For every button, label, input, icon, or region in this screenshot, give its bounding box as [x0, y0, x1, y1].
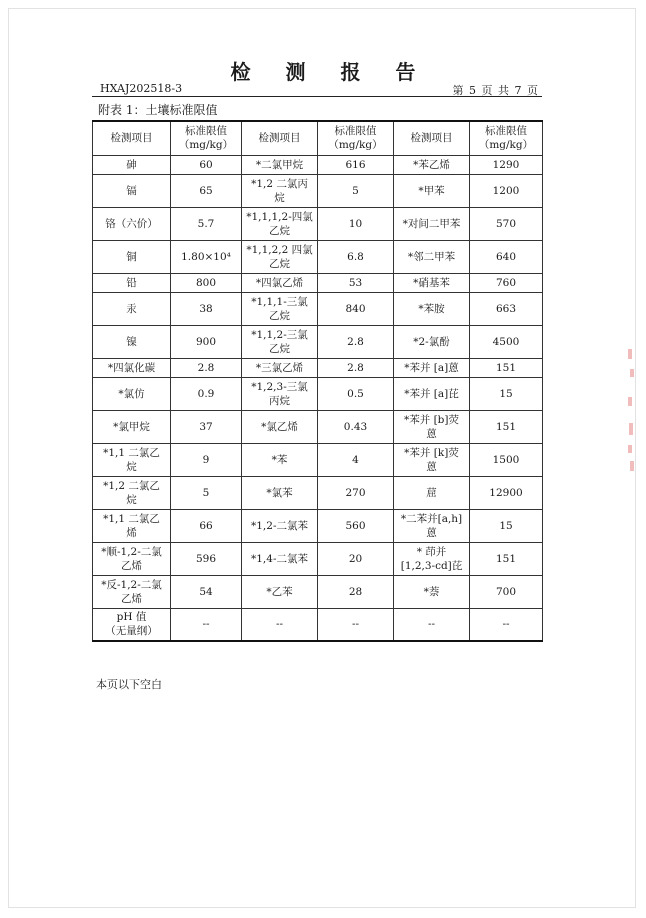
limit-value-cell: 1.80×10⁴ [171, 240, 242, 273]
test-item-cell: *苯乙烯 [394, 155, 470, 174]
table-row [93, 542, 543, 575]
limit-value-cell: 54 [171, 575, 242, 608]
test-item-cell: *1,1,2-三氯 乙烷 [242, 325, 318, 358]
test-item-cell: *对间二甲苯 [394, 207, 470, 240]
header-limit-2: 标准限值 （mg/kg） [318, 121, 394, 155]
limit-value-cell: 560 [318, 509, 394, 542]
limit-value-cell: 6.8 [318, 240, 394, 273]
table-row [93, 273, 543, 292]
test-item-cell: *苯胺 [394, 292, 470, 325]
limit-value-cell: 20 [318, 542, 394, 575]
limit-value-cell: 38 [171, 292, 242, 325]
limit-value-cell: 2.8 [318, 358, 394, 377]
limit-value-cell: 760 [470, 273, 543, 292]
test-item-cell: *氯仿 [93, 377, 171, 410]
limit-value-cell: 1200 [470, 174, 543, 207]
limit-value-cell: 151 [470, 410, 543, 443]
table-row [93, 207, 543, 240]
test-item-cell: 镉 [93, 174, 171, 207]
appendix-title: 附表 1：土壤标准限值 [98, 103, 218, 117]
test-item-cell: *邻二甲苯 [394, 240, 470, 273]
test-item-cell: *1,1 二氯乙 烷 [93, 443, 171, 476]
soil-standard-limits-table [92, 120, 543, 642]
limit-value-cell: 53 [318, 273, 394, 292]
limit-value-cell: 2.8 [171, 358, 242, 377]
table-row [93, 240, 543, 273]
limit-value-cell: 15 [470, 377, 543, 410]
test-item-cell: *苯并 [a]芘 [394, 377, 470, 410]
table-row [93, 410, 543, 443]
limit-value-cell: -- [470, 608, 543, 641]
limit-value-cell: 151 [470, 358, 543, 377]
test-item-cell: 铜 [93, 240, 171, 273]
header-limit-1: 标准限值 （mg/kg） [171, 121, 242, 155]
limit-value-cell: 60 [171, 155, 242, 174]
limit-value-cell: 28 [318, 575, 394, 608]
limit-value-cell: 0.5 [318, 377, 394, 410]
table-row [93, 509, 543, 542]
limit-value-cell: 900 [171, 325, 242, 358]
limit-value-cell: -- [318, 608, 394, 641]
test-item-cell: *萘 [394, 575, 470, 608]
limit-value-cell: 0.43 [318, 410, 394, 443]
limit-value-cell: 840 [318, 292, 394, 325]
test-item-cell: * 茚并 [1,2,3-cd]芘 [394, 542, 470, 575]
limit-value-cell: 66 [171, 509, 242, 542]
test-item-cell: *苯 [242, 443, 318, 476]
limit-value-cell: 9 [171, 443, 242, 476]
test-item-cell: *反-1,2-二氯 乙烯 [93, 575, 171, 608]
limit-value-cell: 4500 [470, 325, 543, 358]
table-row [93, 325, 543, 358]
limit-value-cell: 10 [318, 207, 394, 240]
test-item-cell: *硝基苯 [394, 273, 470, 292]
test-item-cell: *1,2 二氯乙 烷 [93, 476, 171, 509]
limit-value-cell: 15 [470, 509, 543, 542]
limit-value-cell: 800 [171, 273, 242, 292]
limit-value-cell: 270 [318, 476, 394, 509]
test-item-cell: *顺-1,2-二氯 乙烯 [93, 542, 171, 575]
header-item-2: 检测项目 [242, 121, 318, 155]
test-item-cell: *氯苯 [242, 476, 318, 509]
test-item-cell: -- [242, 608, 318, 641]
test-item-cell: *1,2,3-三氯 丙烷 [242, 377, 318, 410]
limit-value-cell: 700 [470, 575, 543, 608]
test-item-cell: *2-氯酚 [394, 325, 470, 358]
table-row [93, 476, 543, 509]
limit-value-cell: 570 [470, 207, 543, 240]
table-row [93, 155, 543, 174]
limit-value-cell: 65 [171, 174, 242, 207]
test-item-cell: 镍 [93, 325, 171, 358]
limit-value-cell: 616 [318, 155, 394, 174]
test-item-cell: *氯乙烯 [242, 410, 318, 443]
limit-value-cell: 5.7 [171, 207, 242, 240]
limit-value-cell: 4 [318, 443, 394, 476]
test-item-cell: pH 值 （无量纲） [93, 608, 171, 641]
test-item-cell: 砷 [93, 155, 171, 174]
table-row [93, 443, 543, 476]
test-item-cell: *三氯乙烯 [242, 358, 318, 377]
seal-edge-marks [628, 345, 636, 475]
page-number: 第 5 页 共 7 页 [452, 84, 538, 97]
test-item-cell: *四氯化碳 [93, 358, 171, 377]
test-item-cell: *乙苯 [242, 575, 318, 608]
limit-value-cell: -- [171, 608, 242, 641]
limit-value-cell: 151 [470, 542, 543, 575]
test-item-cell: 铬（六价） [93, 207, 171, 240]
limit-value-cell: 640 [470, 240, 543, 273]
test-item-cell: *1,1,2,2 四氯 乙烷 [242, 240, 318, 273]
limit-value-cell: 5 [171, 476, 242, 509]
test-item-cell: -- [394, 608, 470, 641]
table-row [93, 608, 543, 641]
test-item-cell: *1,4-二氯苯 [242, 542, 318, 575]
test-item-cell: 汞 [93, 292, 171, 325]
limit-value-cell: 0.9 [171, 377, 242, 410]
limit-value-cell: 2.8 [318, 325, 394, 358]
table-row [93, 575, 543, 608]
test-item-cell: 铅 [93, 273, 171, 292]
test-item-cell: *1,2 二氯丙 烷 [242, 174, 318, 207]
limit-value-cell: 663 [470, 292, 543, 325]
table-row [93, 358, 543, 377]
test-item-cell: *甲苯 [394, 174, 470, 207]
header-rule [92, 96, 542, 97]
table-row [93, 292, 543, 325]
test-item-cell: *苯并 [b]荧 蒽 [394, 410, 470, 443]
header-item-1: 检测项目 [93, 121, 171, 155]
table-header-row [93, 121, 543, 155]
table-row [93, 377, 543, 410]
header-limit-3: 标准限值 （mg/kg） [470, 121, 543, 155]
test-item-cell: *四氯乙烯 [242, 273, 318, 292]
report-title: 检 测 报 告 [230, 60, 430, 84]
limit-value-cell: 37 [171, 410, 242, 443]
test-item-cell: *1,1 二氯乙 烯 [93, 509, 171, 542]
limit-value-cell: 1500 [470, 443, 543, 476]
test-item-cell: *二氯甲烷 [242, 155, 318, 174]
test-item-cell: *1,2-二氯苯 [242, 509, 318, 542]
blank-below-note: 本页以下空白 [96, 678, 162, 691]
limit-value-cell: 596 [171, 542, 242, 575]
test-item-cell: *二苯并[a,h] 蒽 [394, 509, 470, 542]
report-number: HXAJ202518-3 [100, 82, 183, 95]
test-item-cell: *苯并 [a]蒽 [394, 358, 470, 377]
test-item-cell: *1,1,1,2-四氯 乙烷 [242, 207, 318, 240]
limit-value-cell: 5 [318, 174, 394, 207]
limit-value-cell: 12900 [470, 476, 543, 509]
header-item-3: 检测项目 [394, 121, 470, 155]
test-item-cell: *1,1,1-三氯 乙烷 [242, 292, 318, 325]
limit-value-cell: 1290 [470, 155, 543, 174]
test-item-cell: *苯并 [k]荧 蒽 [394, 443, 470, 476]
table-row [93, 174, 543, 207]
test-item-cell: *氯甲烷 [93, 410, 171, 443]
test-item-cell: 䓛 [394, 476, 470, 509]
